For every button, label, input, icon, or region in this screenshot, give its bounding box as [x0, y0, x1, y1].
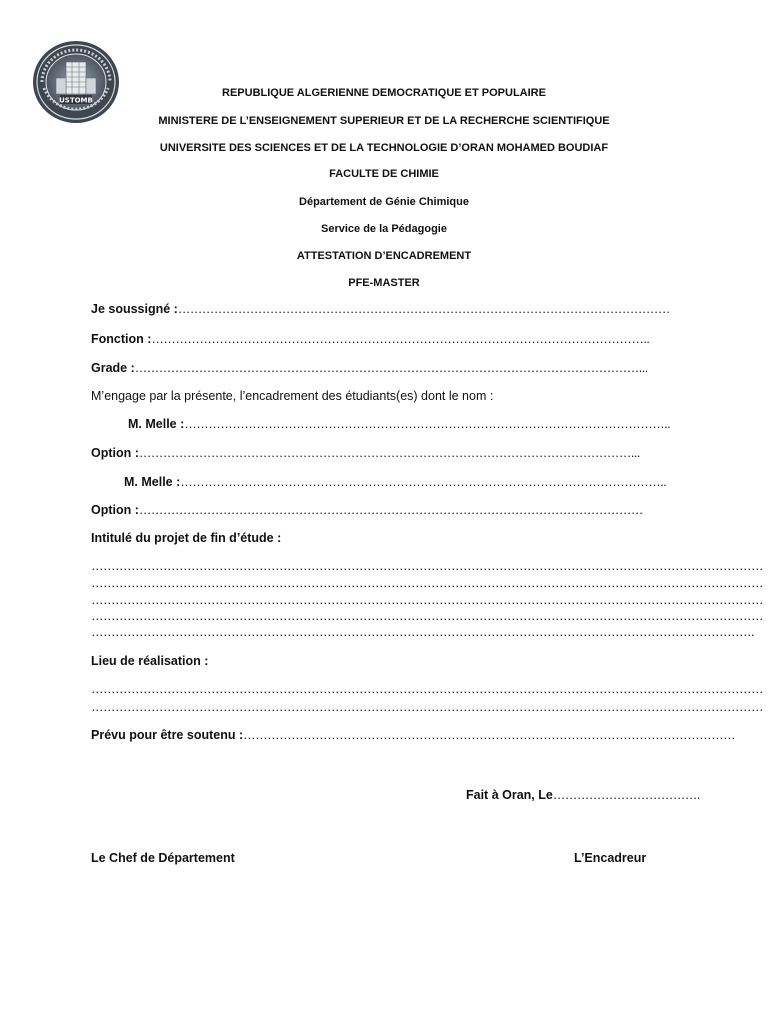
field-fonction — [91, 331, 649, 347]
field-grade-dots: ………………………………………………………………………………………………………………... — [134, 361, 648, 375]
header-service: Service de la Pédagogie — [321, 223, 447, 235]
header-departement: Département de Génie Chimique — [299, 196, 469, 208]
signature-encadreur: L’Encadreur — [574, 851, 647, 865]
field-option-2-dots: ……………………………………………………………………………………………………………… — [138, 503, 643, 517]
field-option-2-label: Option : — [91, 503, 139, 517]
field-mmelle-2 — [124, 474, 666, 490]
university-seal-icon — [32, 40, 120, 124]
document-subtitle: PFE-MASTER — [348, 277, 420, 289]
header-universite: UNIVERSITE DES SCIENCES ET DE LA TECHNOLOGIE D’ORAN MOHAMED BOUDIAF — [159, 142, 609, 154]
intitule-line: …………………………………………………………………………………………………………………………………………………… — [91, 559, 763, 573]
field-mmelle-2-dots: ………………………………………………………………………………………………………….. — [180, 475, 667, 489]
header-ministere: MINISTERE DE L’ENSEIGNEMENT SUPERIEUR ET DE LA RECHERCHE SCIENTIFIQUE — [158, 115, 610, 127]
field-option-1 — [91, 445, 640, 461]
field-grade — [91, 360, 648, 376]
field-mmelle-1 — [128, 416, 670, 432]
field-option-1-dots: ……………………………………………………………………………………………………………... — [138, 446, 640, 460]
header-faculte: FACULTE DE CHIMIE — [329, 168, 439, 180]
field-prevu — [91, 727, 735, 743]
fait-a-oran-label: Fait à Oran, Le — [466, 788, 553, 802]
field-prevu-dots: …………………………………………………………………………………………………………… — [243, 728, 736, 742]
signature-chef-departement: Le Chef de Département — [91, 851, 235, 865]
fait-a-oran — [466, 788, 700, 802]
field-mmelle-1-label: M. Melle : — [128, 417, 185, 431]
field-mmelle-2-label: M. Melle : — [124, 475, 181, 489]
intitule-line: …………………………………………………………………………………………………………………………………………………. — [91, 625, 754, 639]
field-soussigne-dots: …………………………………………………………………………………………………………… — [177, 302, 670, 316]
field-soussigne-label: Je soussigné : — [91, 302, 178, 316]
svg-text:USTOMB: USTOMB — [59, 96, 93, 105]
intitule-label: Intitulé du projet de fin d’étude : — [91, 531, 282, 545]
field-grade-label: Grade : — [91, 361, 135, 375]
document-title: ATTESTATION D’ENCADREMENT — [296, 250, 472, 262]
header-republique: REPUBLIQUE ALGERIENNE DEMOCRATIQUE ET POPULAIRE — [222, 87, 546, 99]
lieu-line: …………………………………………………………………………………………………………………………………………………… — [91, 700, 763, 714]
field-option-1-label: Option : — [91, 446, 139, 460]
field-prevu-label: Prévu pour être soutenu : — [91, 728, 244, 742]
intitule-line: …………………………………………………………………………………………………………………………………………………… — [91, 593, 763, 607]
lieu-label: Lieu de réalisation : — [91, 654, 209, 668]
field-option-2 — [91, 502, 643, 518]
field-fonction-dots: …………………………………………………………………………………………………………….. — [151, 332, 650, 346]
intitule-line: …………………………………………………………………………………………………………………………………………………… — [91, 576, 763, 590]
field-soussigne — [91, 301, 670, 317]
field-mmelle-1-dots: ………………………………………………………………………………………………………….. — [184, 417, 671, 431]
field-fonction-label: Fonction : — [91, 332, 152, 346]
lieu-line: …………………………………………………………………………………………………………………………………………………… — [91, 682, 763, 696]
intitule-line: …………………………………………………………………………………………………………………………………………………… — [91, 609, 763, 623]
fait-a-oran-dots: ………………………………. — [552, 788, 700, 802]
engage-statement: M’engage par la présente, l’encadrement des étudiants(es) dont le nom : — [91, 389, 494, 403]
